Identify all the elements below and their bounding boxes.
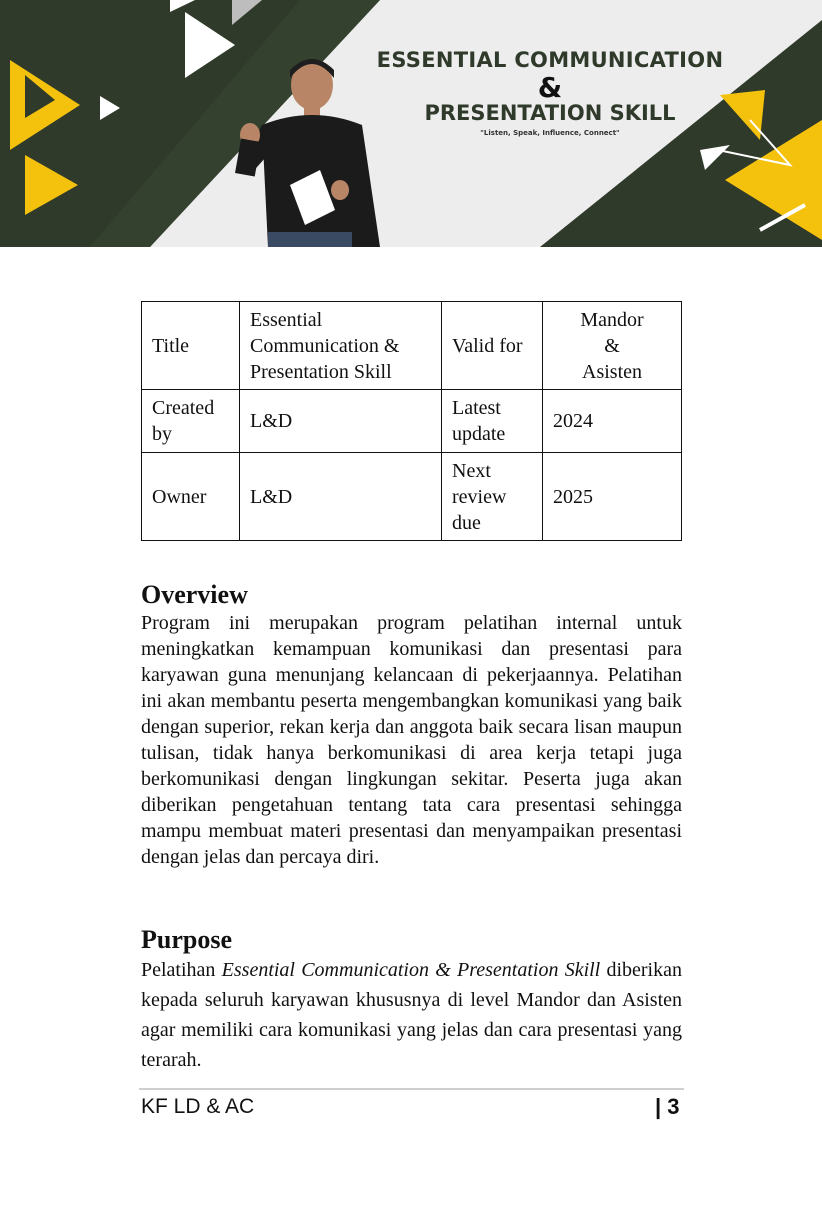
- document-info-table: [141, 301, 682, 541]
- purpose-text-end: diberikan kepada seluruh karyawan khususnya di level Mandor dan Asisten agar memiliki cara komunikasi yang jelas dan cara presentasi yang terarah.: [141, 959, 682, 1071]
- page-number: | 3: [655, 1094, 680, 1119]
- purpose-paragraph: [141, 955, 682, 1075]
- table-row: [142, 390, 682, 453]
- footer-divider: [139, 1088, 684, 1090]
- table-row: [142, 302, 682, 390]
- latest-update-label: Latest update: [442, 390, 543, 453]
- owner-label: Owner: [142, 453, 240, 541]
- table-row: [142, 453, 682, 541]
- created-by-value: L&D: [240, 390, 442, 453]
- title-value: Essential Communication & Presentation Skill: [240, 302, 442, 390]
- created-by-label: Created by: [142, 390, 240, 453]
- purpose-text-start: Pelatihan: [141, 959, 222, 981]
- valid-for-value-line2: &: [604, 334, 620, 357]
- overview-paragraph: Program ini merupakan program pelatihan internal untuk meningkatkan kemampuan komunikasi dan presentasi para karyawan guna menunjang kelancaan di pekerjaannya. Pelatihan ini akan membantu peserta mengembangkan komunikasi yang baik dengan superior, rekan kerja dan anggota baik secara lisan maupun tulisan, tidak hanya berkomunikasi di area kerja tetapi juga berkomunikasi dengan lingkungan sekitar. Peserta juga akan diberikan pengetahuan tentang tata cara presentasi sehingga mampu membuat materi presentasi dan menyampaikan presentasi dengan jelas dan percaya diri.: [141, 612, 682, 868]
- overview-heading: Overview: [141, 580, 248, 609]
- purpose-program-name: Essential Communication & Presentation Skill: [221, 959, 601, 981]
- banner-title: [340, 50, 760, 137]
- purpose-heading: Purpose: [141, 925, 232, 954]
- banner-title-line1: ESSENTIAL COMMUNICATION: [376, 48, 724, 72]
- valid-for-value-line1: Mandor: [580, 308, 644, 331]
- title-label: Title: [142, 302, 240, 390]
- valid-for-label: Valid for: [442, 302, 543, 390]
- valid-for-value: [543, 302, 682, 390]
- banner-title-line2: PRESENTATION SKILL: [424, 101, 676, 125]
- owner-value: L&D: [240, 453, 442, 541]
- banner-tagline: "Listen, Speak, Influence, Connect": [480, 129, 620, 137]
- banner-title-ampersand: &: [537, 71, 563, 104]
- next-review-label: Next review due: [442, 453, 543, 541]
- footer-label: KF LD & AC: [141, 1095, 255, 1118]
- next-review-value: 2025: [543, 453, 682, 541]
- header-banner: [0, 0, 822, 247]
- latest-update-value: 2024: [543, 390, 682, 453]
- valid-for-value-line3: Asisten: [582, 360, 642, 383]
